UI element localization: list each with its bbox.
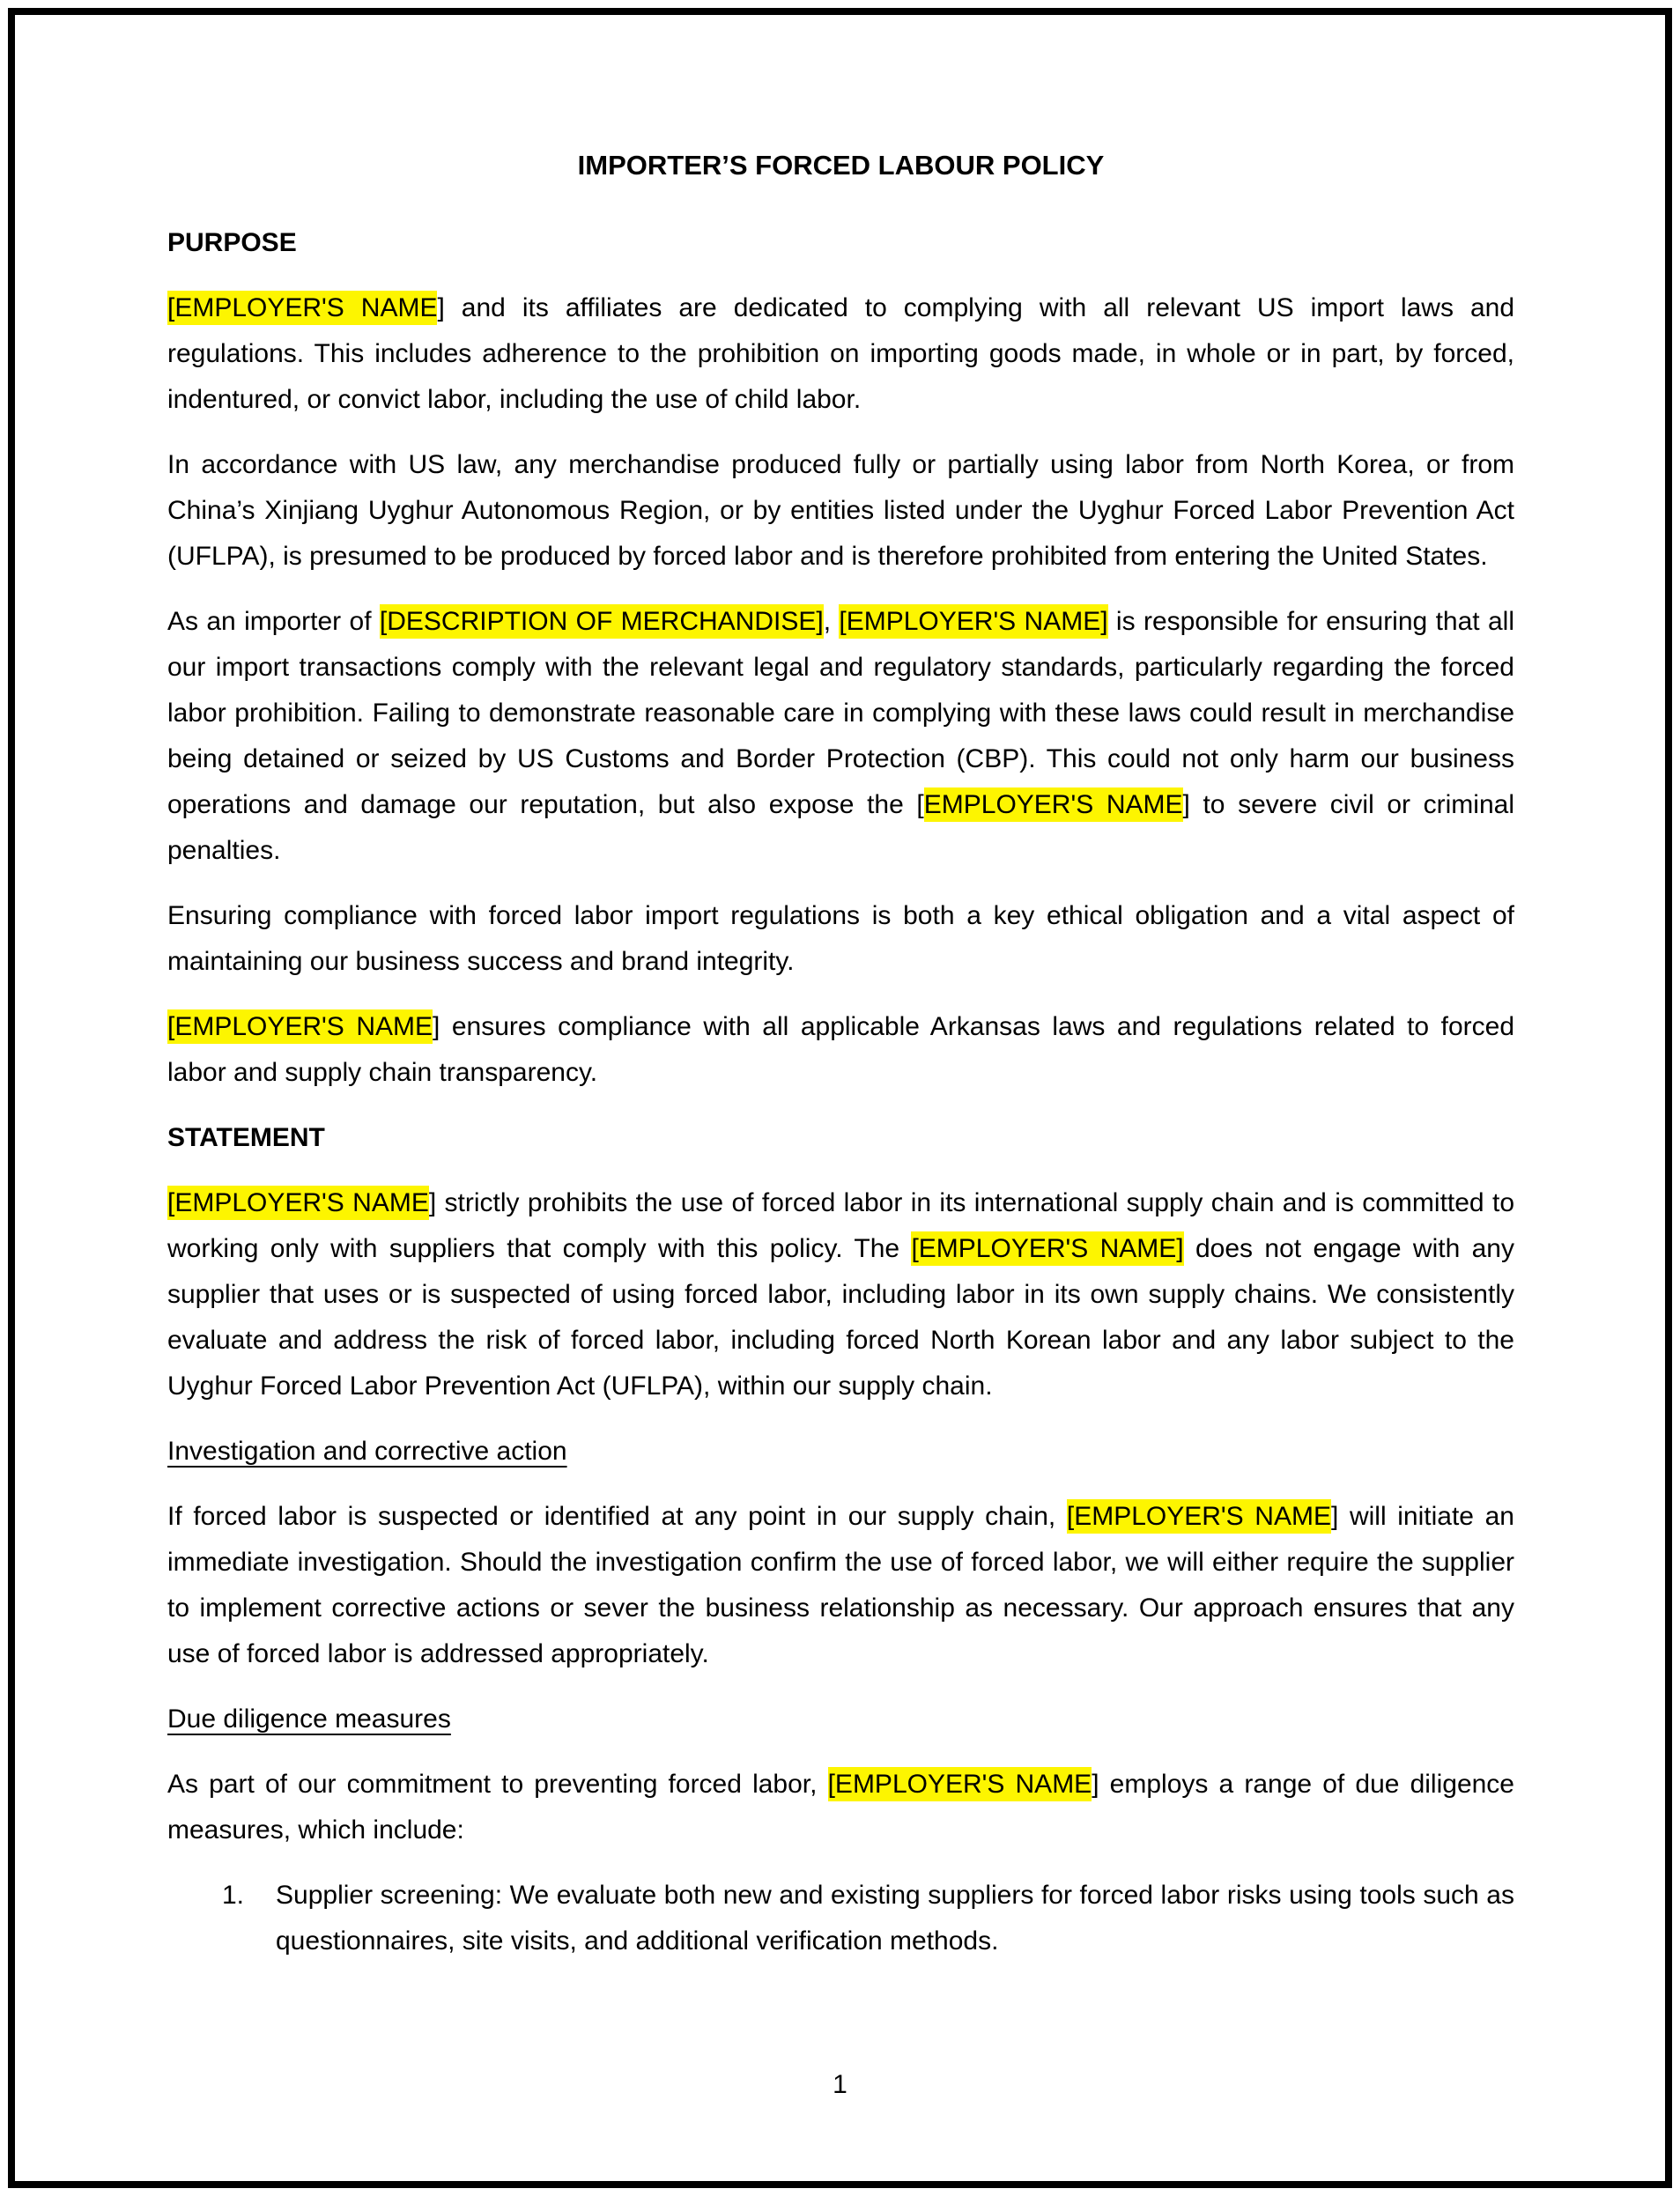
text-run: Ensuring compliance with forced labor import regulations is both a key ethical obligation and a vital aspect of maintaining our business success and brand integrity. [167, 901, 1514, 976]
ordered-list [167, 1873, 1514, 1964]
paragraph [167, 442, 1514, 580]
paragraph [167, 1762, 1514, 1853]
text-run: As an importer of [167, 607, 380, 636]
list-item [167, 1873, 1514, 1964]
text-run: ] and its affiliates are dedicated to complying with all relevant US import laws and regulations. This includes adherence to the prohibition on importing goods made, in whole or in part, by forced, indentured, or convict labor, including the use of child labor. [167, 293, 1515, 414]
placeholder-highlight: [EMPLOYER'S NAME [167, 1009, 433, 1044]
document-title: IMPORTER’S FORCED LABOUR POLICY [577, 150, 1105, 181]
text-run: Supplier screening: We evaluate both new and existing suppliers for forced labor risks using tools such as questionnaires, site visits, and additional verification methods. [276, 1881, 1514, 1956]
placeholder-highlight: [EMPLOYER'S NAME] [911, 1231, 1183, 1266]
placeholder-highlight: EMPLOYER'S NAME [924, 787, 1183, 822]
text-run: ] ensures compliance with all applicable Arkansas laws and regulations related to forced labor and supply chain transparency. [167, 1012, 1515, 1087]
section-heading: STATEMENT [167, 1123, 325, 1152]
paragraph [167, 1494, 1514, 1677]
list-item-text [276, 1873, 1514, 1964]
list-item-number: 1. [222, 1881, 245, 1910]
placeholder-highlight: [EMPLOYER'S NAME [1067, 1499, 1331, 1534]
text-run: ] will initiate an immediate investigation. Should the investigation confirm the use of forced labor, we will either require the supplier to implement corrective actions or sever the business relationship as necessary. Our approach ensures that any use of forced labor is addressed appropriately. [167, 1502, 1514, 1668]
text-run: does not engage with any supplier that uses or is suspected of using forced labor, including labor in its own supply chains. We consistently evaluate and address the risk of forced labor, including forced North Korean labor and any labor subject to the Uyghur Forced Labor Prevention Act (UFLPA), within our supply chain. [167, 1234, 1514, 1401]
subsection-heading: Investigation and corrective action [167, 1437, 567, 1466]
text-run: ] employs a range of due diligence measures, which include: [167, 1770, 1514, 1845]
paragraph [167, 599, 1514, 874]
text-run: As part of our commitment to preventing forced labor, [167, 1770, 828, 1799]
subsection-heading: Due diligence measures [167, 1704, 451, 1734]
placeholder-highlight: [DESCRIPTION OF MERCHANDISE] [380, 604, 824, 639]
text-run: ] to severe civil or criminal penalties. [167, 790, 1514, 865]
placeholder-highlight: [EMPLOYER'S NAME [828, 1767, 1092, 1801]
placeholder-highlight: [EMPLOYER'S NAME [167, 1186, 429, 1220]
text-run: is responsible for ensuring that all our import transactions comply with the relevant legal and regulatory standards, particularly regarding the forced labor prohibition. Failing to demonstrate reasonable care in complying with these laws could result in merchandise being detained or seized by US Customs and Border Protection (CBP). This could not only harm our business operations and damage our reputation, but also expose the [ [167, 607, 1515, 819]
text-run: ] strictly prohibits the use of forced labor in its international supply chain and is committed to working only with suppliers that comply with this policy. The [167, 1188, 1515, 1263]
paragraph [167, 1180, 1514, 1409]
text-run: , [823, 607, 840, 636]
paragraph [167, 893, 1514, 985]
paragraph [167, 285, 1514, 423]
text-run: In accordance with US law, any merchandise produced fully or partially using labor from North Korea, or from China’s Xinjiang Uyghur Autonomous Region, or by entities listed under the Uyghur Forced Labor Prevention Act (UFLPA), is presumed to be produced by forced labor and is therefore prohibited from entering the United States. [167, 450, 1514, 571]
text-run: If forced labor is suspected or identified at any point in our supply chain, [167, 1502, 1067, 1531]
section-heading: PURPOSE [167, 228, 297, 257]
page-number: 1 [833, 2070, 847, 2099]
placeholder-highlight: [EMPLOYER'S NAME] [839, 604, 1107, 639]
placeholder-highlight: [EMPLOYER'S NAME [167, 291, 437, 325]
document-body [167, 220, 1514, 1964]
paragraph [167, 1004, 1514, 1096]
